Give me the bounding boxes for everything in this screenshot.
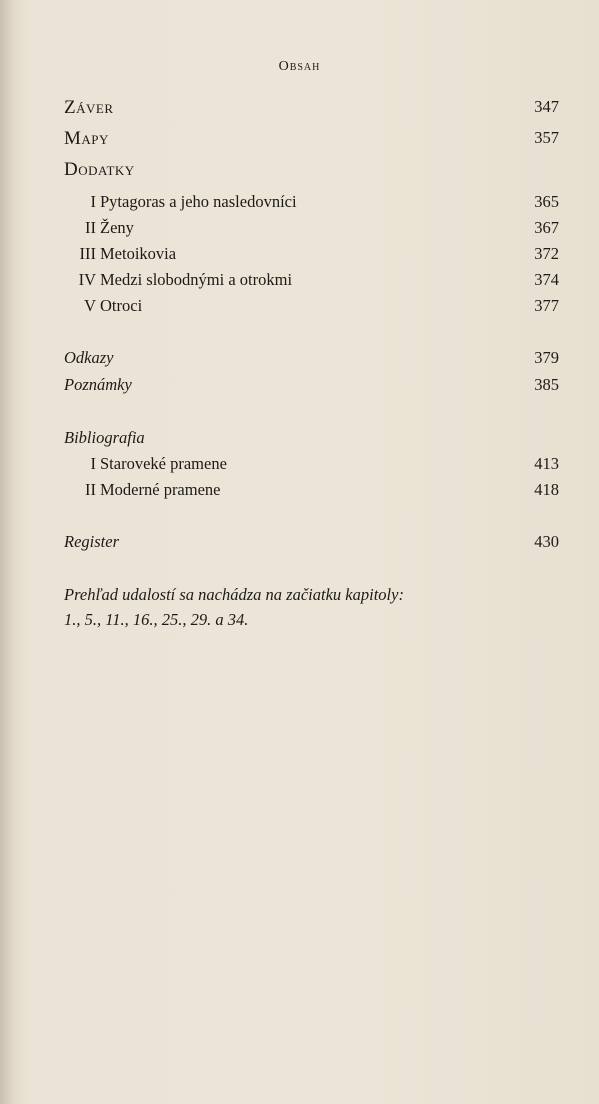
toc-entry-page: 357 [534, 128, 559, 147]
toc-subentry-page: 418 [534, 480, 559, 499]
roman-numeral: I [90, 192, 96, 211]
note-line-1: Prehľad udalostí sa nachádza na začiatku kapitoly: [64, 585, 404, 604]
toc-subentry [64, 192, 559, 216]
toc-entry-label: Bibliografia [64, 428, 145, 447]
subentry-title: Pytagoras a jeho nasledovníci [100, 192, 297, 211]
toc-entry-odkazy [64, 348, 559, 372]
subentry-title: Ženy [100, 218, 134, 237]
roman-numeral: IV [78, 270, 96, 289]
toc-entry-zaver [64, 97, 559, 121]
toc-subentry [64, 270, 559, 294]
toc-subentry-page: 367 [534, 218, 559, 237]
toc-subentry [64, 244, 559, 268]
toc-subentry-label [64, 296, 142, 316]
toc-subentry-page: 365 [534, 192, 559, 211]
toc-entry-label: Záver [64, 97, 114, 118]
subentry-title: Metoikovia [100, 244, 177, 263]
toc-entry-label: Mapy [64, 128, 109, 149]
toc-subentry [64, 454, 559, 478]
toc-entry-label: Register [64, 532, 119, 551]
toc-subentry [64, 218, 559, 242]
roman-numeral: III [79, 244, 96, 263]
toc-subentry-label [64, 218, 134, 238]
subentry-title: Medzi slobodnými a otrokmi [100, 270, 293, 289]
toc-subentry-page: 377 [534, 296, 559, 315]
toc-entry-page: 430 [534, 532, 559, 551]
toc-subentry-page: 372 [534, 244, 559, 263]
toc-entry-register [64, 532, 559, 556]
toc-entry-bibliografia [64, 428, 559, 452]
roman-numeral: II [85, 480, 96, 499]
toc-subentry-label [64, 480, 221, 500]
toc-entry-label: Poznámky [64, 375, 132, 394]
subentry-title: Moderné pramene [100, 480, 221, 499]
toc-entry-label: Dodatky [64, 159, 135, 180]
toc-entry-page: 347 [534, 97, 559, 116]
toc-entry-label: Odkazy [64, 348, 114, 367]
toc-entry-page: 379 [534, 348, 559, 367]
toc-entry-dodatky [64, 159, 559, 183]
roman-numeral: V [84, 296, 96, 315]
toc-subentry [64, 296, 559, 320]
toc-subentry-page: 413 [534, 454, 559, 473]
toc-subentry-label [64, 454, 227, 474]
roman-numeral: II [85, 218, 96, 237]
page-header-title: Obsah [278, 59, 321, 74]
subentry-title: Otroci [100, 296, 143, 315]
toc-entry-mapy [64, 128, 559, 152]
subentry-title: Staroveké pramene [100, 454, 227, 473]
toc-subentry-label [64, 244, 176, 264]
note-line-2: 1., 5., 11., 16., 25., 29. a 34. [64, 610, 249, 629]
toc-subentry [64, 480, 559, 504]
toc-entry-poznamky [64, 375, 559, 399]
toc-subentry-page: 374 [534, 270, 559, 289]
toc-subentry-label [64, 192, 297, 212]
toc-entry-page: 385 [534, 375, 559, 394]
roman-numeral: I [90, 454, 96, 473]
toc-subentry-label [64, 270, 292, 290]
